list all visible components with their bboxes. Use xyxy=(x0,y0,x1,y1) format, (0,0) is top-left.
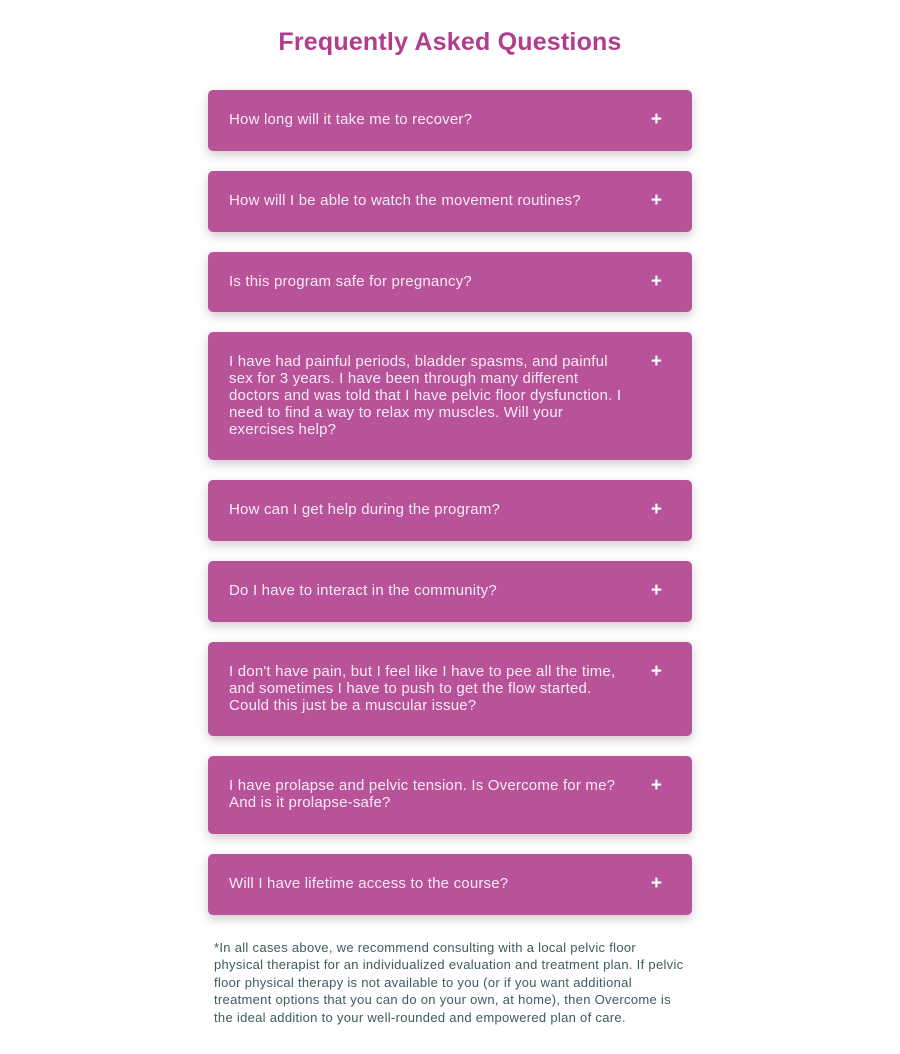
faq-question-text: How long will it take me to recover? xyxy=(229,111,473,128)
faq-accordion-item[interactable] xyxy=(208,854,692,915)
plus-expand-icon[interactable]: + xyxy=(650,189,662,211)
faq-accordion-item[interactable] xyxy=(208,252,692,313)
plus-expand-icon[interactable]: + xyxy=(650,270,662,292)
faq-question-text: How will I be able to watch the movement routines? xyxy=(229,191,581,209)
faq-question-text: I have prolapse and pelvic tension. Is Overcome for me? And is it prolapse-safe? xyxy=(229,777,616,812)
plus-expand-icon[interactable]: + xyxy=(650,872,662,894)
faq-accordion-item[interactable] xyxy=(208,642,692,736)
faq-question-text: I have had painful periods, bladder spasms, and painful sex for 3 years. I have been through many different doctors and was told that I have pelvic floor dysfunction. I need to find a way to relax my muscles. Will your exercises help? xyxy=(229,353,622,438)
footnote-text: *In all cases above, we recommend consulting with a local pelvic floor physical therapist for an individualized evaluation and treatment plan. If pelvic floor physical therapy is not available to you (or if you want additional treatment options that you can do on your own, at home), then Overcome is the ideal addition to your well-rounded and empowered plan of care. xyxy=(214,939,684,1025)
faq-question-text: Do I have to interact in the community? xyxy=(229,582,497,600)
faq-question-text: I don't have pain, but I feel like I have to pee all the time, and sometimes I have to push to get the flow started. Could this just be a muscular issue? xyxy=(229,662,616,714)
faq-accordion-item[interactable] xyxy=(208,90,692,151)
page-title: Frequently Asked Questions xyxy=(278,28,622,56)
plus-expand-icon[interactable]: + xyxy=(650,499,662,521)
faq-question-text: Will I have lifetime access to the course? xyxy=(229,874,509,892)
faq-question-text: Is this program safe for pregnancy? xyxy=(229,272,472,290)
plus-expand-icon[interactable]: + xyxy=(650,580,662,602)
faq-accordion-item[interactable] xyxy=(208,332,692,460)
faq-accordion-item[interactable] xyxy=(208,480,692,541)
plus-expand-icon[interactable]: + xyxy=(650,109,662,130)
faq-accordion-item[interactable] xyxy=(208,756,692,834)
plus-expand-icon[interactable]: + xyxy=(650,660,662,682)
plus-expand-icon[interactable]: + xyxy=(650,775,662,797)
faq-accordion-item[interactable] xyxy=(208,561,692,622)
faq-question-text: How can I get help during the program? xyxy=(229,501,501,519)
plus-expand-icon[interactable]: + xyxy=(650,351,662,373)
faq-accordion-item[interactable] xyxy=(208,171,692,232)
faq-accordion-list xyxy=(208,90,692,915)
